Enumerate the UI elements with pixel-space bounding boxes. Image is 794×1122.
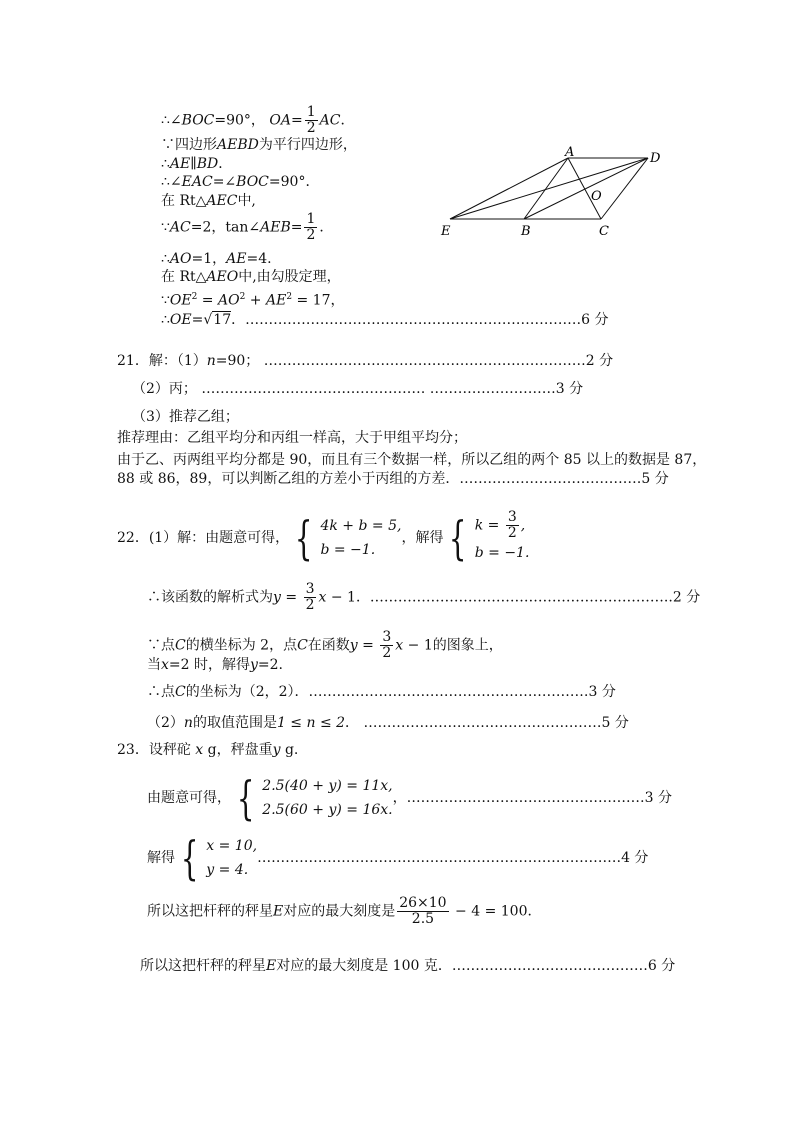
q21-line2: （2）丙； ………………………………………… ………………………3 分 [132,381,584,397]
sol20-line8: 在 Rt△AEO中,由勾股定理， [161,269,341,285]
sol20-line1: ∴∠BOC=90°， OA= $\frac{1}{2}$ AC． [161,104,355,136]
q22-line1: 22．(1）解：由题意可得， { 4k + b = 5, b = −1. ，解得 { k = $\frac{3}{2}$ , b = −1. [117,509,530,565]
equation-system: { 4k + b = 5, b = −1. [295,510,402,565]
q23-line2: 由题意可得， { 2.5(40 + y) = 11x, 2.5(60 + y) = 16x. ，……………………………………………3 分 [147,771,672,825]
fraction: $\frac{1}{2}$ [306,104,316,136]
solution-system: { x = 10, y = 4. [180,831,258,885]
fraction: $\frac{26\times 10}{2.5}$ [399,895,447,927]
sol20-line2: ∵四边形AEBD为平行四边形， [161,137,357,153]
q23-line5: 所以这把杆秤的秤星E对应的最大刻度是 100 克．……………………………………6 分 [140,958,676,974]
sol20-line5: 在 Rt△AEC中, [161,193,256,209]
sol20-line3: ∴AE∥BD． [161,156,233,172]
sol20-line9: $\because OE^2 = AO^2 + AE^2 = 17$， [161,292,345,309]
segment-AB [524,158,568,219]
point-label-B: B [521,224,531,239]
q22-line2: ∴该函数的解析式为y = $\frac{3}{2}$ x − 1．………………………………………………………..2 分 [147,581,701,613]
q22-line5: ∴点C的坐标为（2，2）．……………………………………………………3 分 [147,684,616,700]
q23-line4: 所以这把杆秤的秤星E对应的最大刻度是 $\frac{26\times 10}{2.5}$ − 4 = 100． [147,895,542,927]
segment-ED [450,158,648,219]
point-label-A: A [565,146,575,160]
fraction: $\frac{1}{2}$ [306,211,316,243]
fraction: $\frac{3}{2}$ [305,581,315,613]
sol20-line6: ∵AC=2，tan∠AEB= $\frac{1}{2}$ ． [161,211,334,243]
point-label-E: E [441,224,451,239]
segment-CD [601,158,648,219]
q21-line6: 88 或 86，89，可以判断乙组的方差小于丙组的方差．…………………………………5 分 [117,471,669,487]
solution-system: { k = $\frac{3}{2}$ , b = −1. [449,509,530,565]
q21-line3: （3）推荐乙组； [132,409,239,425]
sol20-line10: ∴OE=√17．………………………………………………………………6 分 [161,312,609,328]
q21-line1: 21．解：（1）n=90； ……………………………………………………………2 分 [117,353,614,369]
q21-line5: 由于乙、丙两组平均分都是 90，而且有三个数据一样，所以乙组的两个 85 以上的数据是 87， [117,452,707,468]
parallelogram-figure [438,146,668,242]
q22-line3: ∵点C的横坐标为 2，点C在函数y = $\frac{3}{2}$ x − 1的图象上， [147,629,503,661]
equation-system: { 2.5(40 + y) = 11x, 2.5(60 + y) = 16x. [236,771,393,825]
point-label-O: O [591,189,602,204]
q23-line1: 23．设秤砣 x g，秤盘重y g. [117,742,299,758]
sol20-line7: ∴AO=1，AE=4. [161,251,272,267]
segment-BD [524,158,648,219]
q22-line4: 当x=2 时，解得y=2. [147,657,284,673]
q21-line4: 推荐理由：乙组平均分和丙组一样高，大于甲组平均分； [117,430,467,446]
point-label-C: C [599,224,609,239]
sol20-line4: ∴∠EAC=∠BOC=90°． [161,174,320,190]
q23-line3: 解得 { x = 10, y = 4. ……………………………………………………………………4 分 [147,831,649,885]
q22-line6: （2）n的取值范围是1 ≤ n ≤ 2． ……………………………………………5 分 [147,715,629,731]
fraction: $\frac{3}{2}$ [382,629,392,661]
point-label-D: D [650,151,661,166]
